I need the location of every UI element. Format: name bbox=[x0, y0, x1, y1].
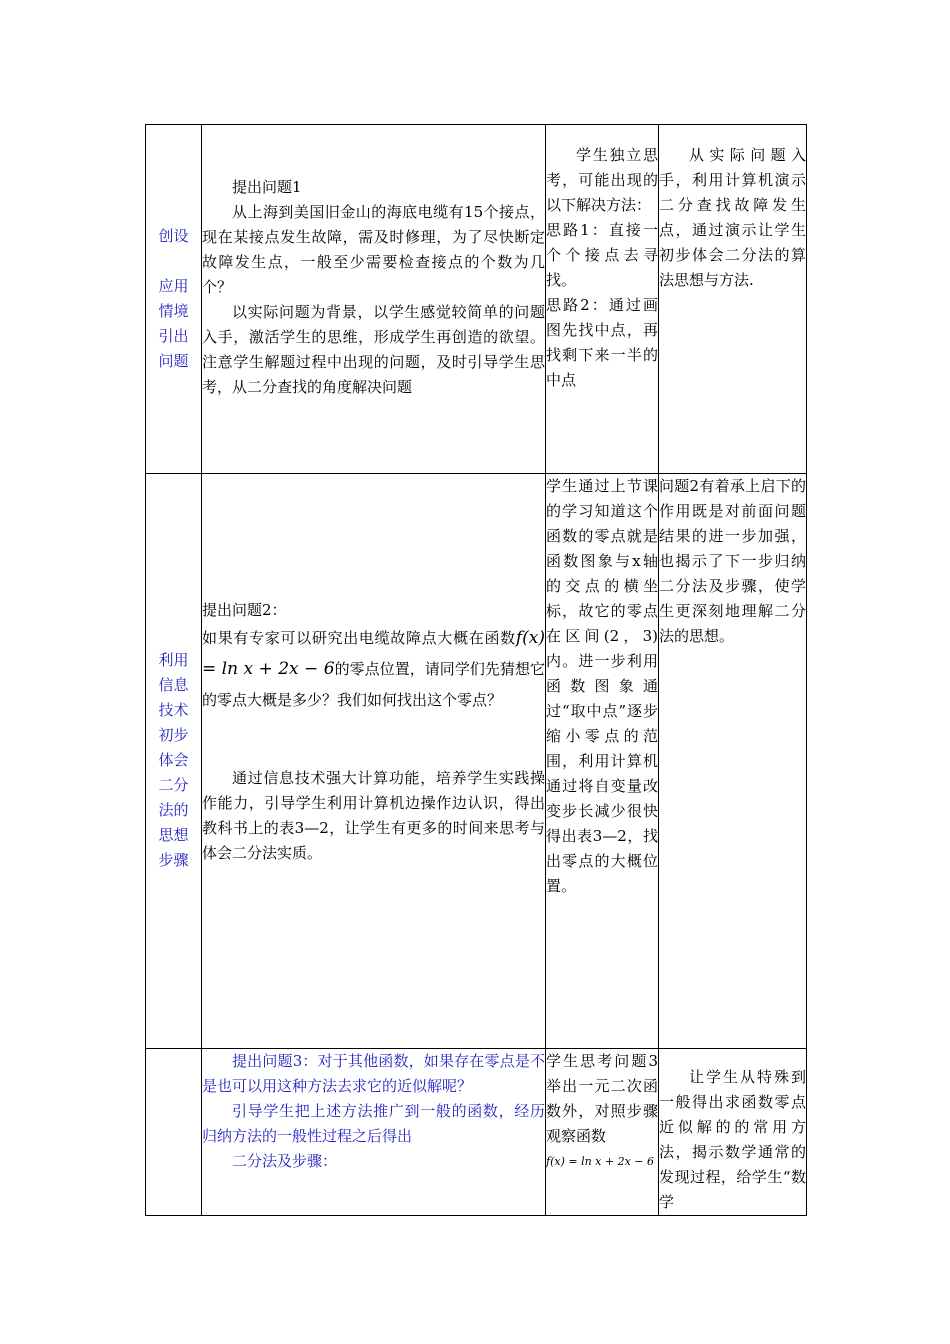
intent-cell bbox=[659, 474, 807, 1049]
method-heading: 二分法及步骤： bbox=[232, 1152, 338, 1170]
stage-line: 法的 bbox=[158, 801, 189, 819]
design-intent: 让学生从特殊到一般得出求函数零点近似解的的常用方法，揭示数学通常的发现过程，给学生“数学 bbox=[659, 1068, 806, 1211]
content-cell bbox=[202, 474, 546, 1049]
problem-text-start: 如果有专家可以研究出电缆故障点大概在函数 bbox=[202, 629, 516, 647]
stage-cell bbox=[146, 125, 202, 474]
stage-line: 信息 bbox=[158, 676, 189, 694]
student-idea-2: 思路2：通过画图先找中点，再找剩下来一半的中点 bbox=[546, 296, 658, 389]
teaching-note: 引导学生把上述方法推广到一般的函数，经历归纳方法的一般性过程之后得出 bbox=[202, 1102, 545, 1145]
student-intro: 学生独立思考，可能出现的以下解决方法： bbox=[546, 146, 658, 214]
problem-text: 提出问题3：对于其他函数，如果存在零点是不是也可以用这种方法去求它的近似解呢？ bbox=[202, 1052, 545, 1095]
stage-line: 创设 bbox=[158, 227, 189, 245]
intent-cell bbox=[659, 1049, 807, 1216]
lesson-plan-table bbox=[145, 124, 807, 1216]
student-idea-1: 思路1：直接一个个接点去寻找。 bbox=[546, 221, 658, 289]
student-cell bbox=[546, 125, 659, 474]
problem-text bbox=[202, 623, 545, 716]
stage-line: 利用 bbox=[158, 651, 189, 669]
stage-cell bbox=[146, 474, 202, 1049]
stage-cell bbox=[146, 1049, 202, 1216]
teaching-note: 以实际问题为背景，以学生感觉较简单的问题入手，激活学生的思维，形成学生再创造的欲望。注意学生解题过程中出现的问题，及时引导学生思考，从二分查找的角度解决问题 bbox=[202, 303, 545, 396]
content-cell bbox=[202, 125, 546, 474]
function-formula: f(x) = ln x + 2x − 6 bbox=[546, 1155, 654, 1168]
stage-line bbox=[150, 249, 197, 274]
table-row bbox=[146, 125, 807, 474]
student-cell bbox=[546, 1049, 659, 1216]
stage-line: 引出 bbox=[158, 327, 189, 345]
problem-text: 从上海到美国旧金山的海底电缆有15个接点，现在某接点发生故障，需及时修理，为了尽快断定故障发生点，一般至少需要检查接点的个数为几个？ bbox=[202, 203, 545, 296]
intent-cell bbox=[659, 125, 807, 474]
function-formula: f(x) = ln x + 2x − 6 bbox=[202, 628, 545, 679]
student-response: 学生思考问题3举出一元二次函数外，对照步骤观察函数 bbox=[546, 1052, 658, 1145]
stage-line: 思想 bbox=[158, 826, 189, 844]
problem-title: 提出问题2： bbox=[202, 601, 287, 619]
student-response: 学生通过上节课的学习知道这个函数的零点就是函数图象与x轴的交点的横坐标，故它的零点在区间(2，3)内。进一步利用函数图象通过“取中点”逐步缩小零点的范围，利用计算机通过将自变量改变步长减少很快得出表3—2，找出零点的大概位置。 bbox=[546, 477, 658, 895]
table-row bbox=[146, 1049, 807, 1216]
stage-line: 情境 bbox=[158, 302, 189, 320]
stage-line: 体会 bbox=[158, 751, 189, 769]
content-cell bbox=[202, 1049, 546, 1216]
student-cell bbox=[546, 474, 659, 1049]
problem-title: 提出问题1 bbox=[232, 178, 302, 196]
stage-line: 步骤 bbox=[158, 851, 189, 869]
design-intent: 问题2有着承上启下的作用既是对前面问题结果的进一步加强，也揭示了下一步归纳二分法及步骤，使学生更深刻地理解二分法的思想。 bbox=[659, 477, 806, 645]
stage-line: 应用 bbox=[158, 277, 189, 295]
design-intent: 从实际问题入手，利用计算机演示二分查找故障发生点，通过演示让学生初步体会二分法的算法思想与方法. bbox=[659, 146, 806, 289]
teaching-note: 通过信息技术强大计算功能，培养学生实践操作能力，引导学生利用计算机边操作边认识，得出教科书上的表3—2，让学生有更多的时间来思考与体会二分法实质。 bbox=[202, 769, 545, 862]
problem-text-end: 的零点位置，请同学们先猜想它的零点大概是多少？我们如何找出这个零点？ bbox=[202, 660, 545, 709]
stage-line: 二分 bbox=[158, 776, 189, 794]
stage-line: 初步 bbox=[158, 726, 189, 744]
stage-line: 技术 bbox=[158, 701, 189, 719]
stage-line: 问题 bbox=[158, 352, 189, 370]
table-row bbox=[146, 474, 807, 1049]
